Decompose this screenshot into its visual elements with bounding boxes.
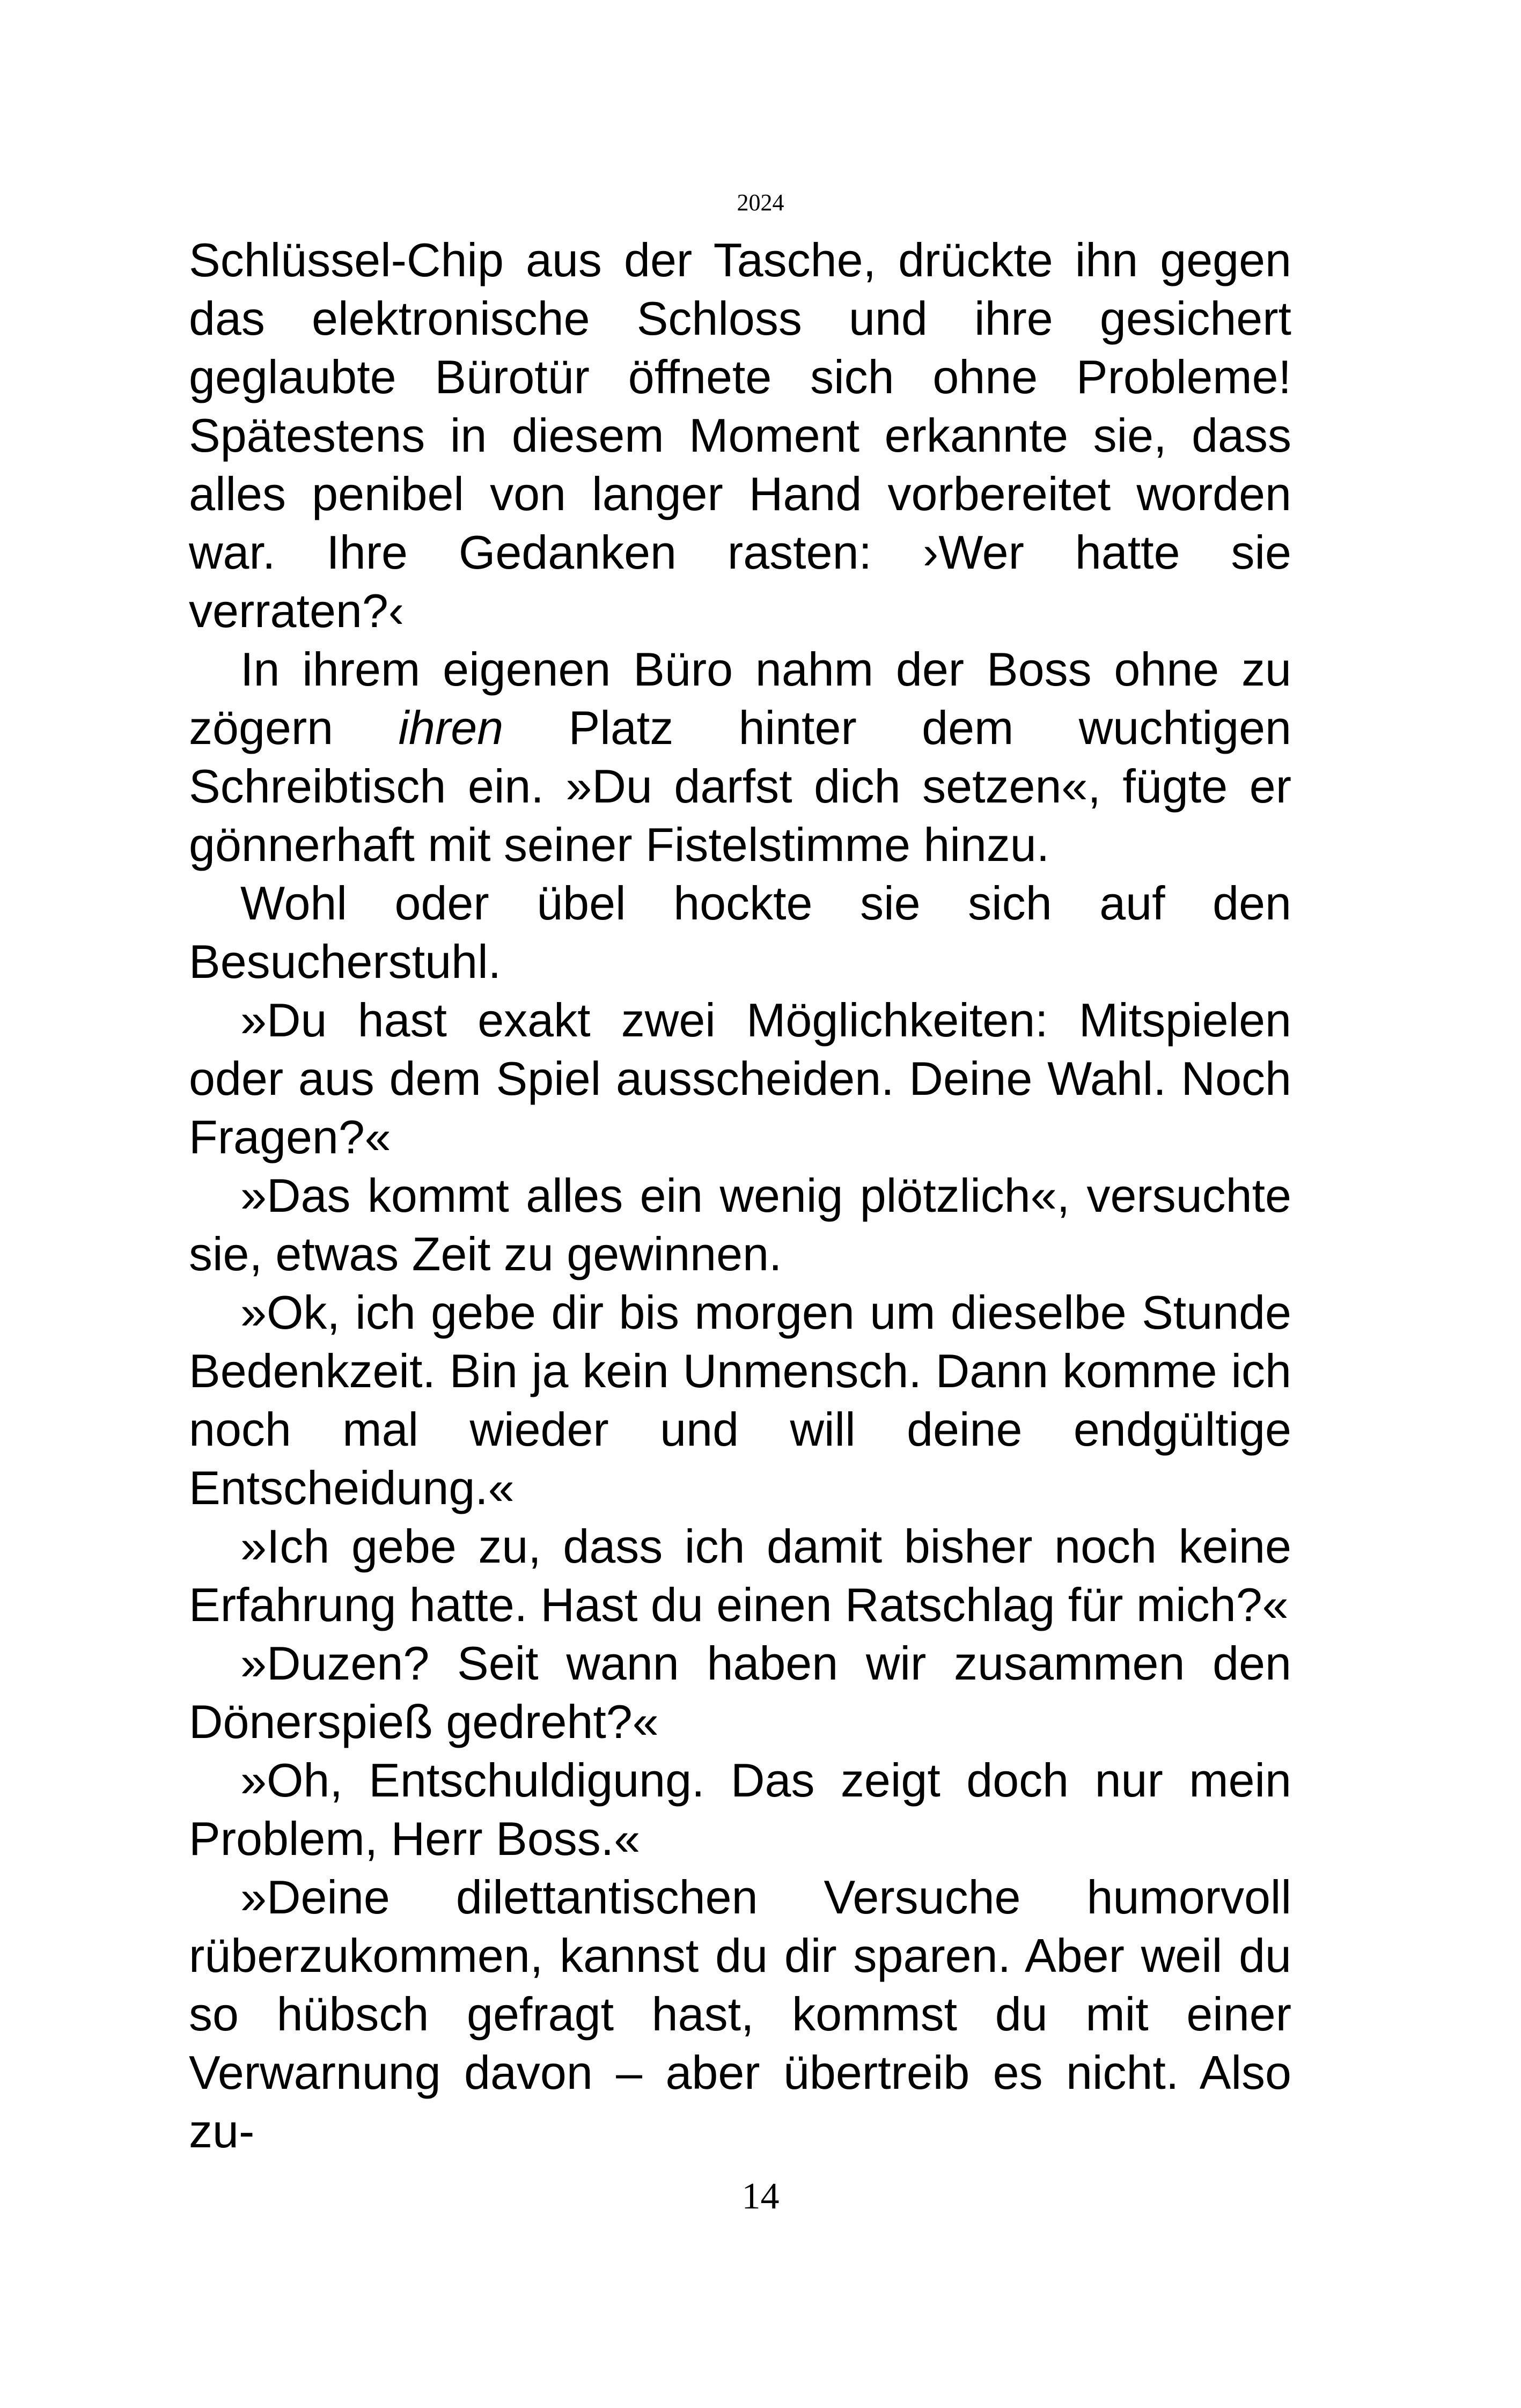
paragraph-7: »Ich gebe zu, dass ich damit bisher noch keine Erfahrung hatte. Hast du einen Ratschlag für mich?« [189, 1520, 1291, 1631]
paragraph-2-emphasis: ihren [398, 701, 504, 754]
paragraph-8: »Duzen? Seit wann haben wir zusammen den Dönerspieß gedreht?« [189, 1637, 1291, 1748]
paragraph-6: »Ok, ich gebe dir bis morgen um dieselbe Stunde Bedenkzeit. Bin ja kein Unmensch. Dann komme ich noch mal wieder und will deine endgültige Entscheidung.« [189, 1286, 1291, 1514]
paragraph-2-text-before: In ihrem eigenen Büro nahm der Boss ohne zu zögern [189, 643, 1291, 754]
paragraph-9: »Oh, Entschuldigung. Das zeigt doch nur mein Problem, Herr Boss.« [189, 1754, 1291, 1865]
paragraph-1: Schlüssel-Chip aus der Tasche, drückte ihn gegen das elektronische Schloss und ihre gesichert geglaubte Bürotür öffnete sich ohne Probleme! Spätestens in diesem Moment erkannte sie, dass alles penibel von langer Hand vorbereitet worden war. Ihre Gedanken rasten: ›Wer hatte sie verraten?‹ [189, 233, 1291, 637]
paragraph-2-text-after: Platz hinter dem wuchtigen Schreibtisch ein. »Du darfst dich setzen«, fügte er gönnerhaft mit seiner Fistelstimme hinzu. [189, 701, 1291, 871]
body-text [189, 231, 1291, 2160]
paragraph-10: »Deine dilettantischen Versuche humorvoll rüberzukommen, kannst du dir sparen. Aber weil du so hübsch gefragt hast, kommst du mit einer Verwarnung davon – aber übertreib es nicht. Also zu- [189, 1871, 1291, 2157]
paragraph-4: »Du hast exakt zwei Möglichkeiten: Mitspielen oder aus dem Spiel ausscheiden. Deine Wahl. Noch Fragen?« [189, 993, 1291, 1164]
running-head: 2024 [737, 189, 784, 216]
paragraph-5: »Das kommt alles ein wenig plötzlich«, versuchte sie, etwas Zeit zu gewinnen. [189, 1169, 1291, 1280]
paragraph-2 [189, 640, 1291, 874]
page-number: 14 [741, 2176, 780, 2217]
paragraph-3: Wohl oder übel hockte sie sich auf den Besucherstuhl. [189, 877, 1291, 988]
